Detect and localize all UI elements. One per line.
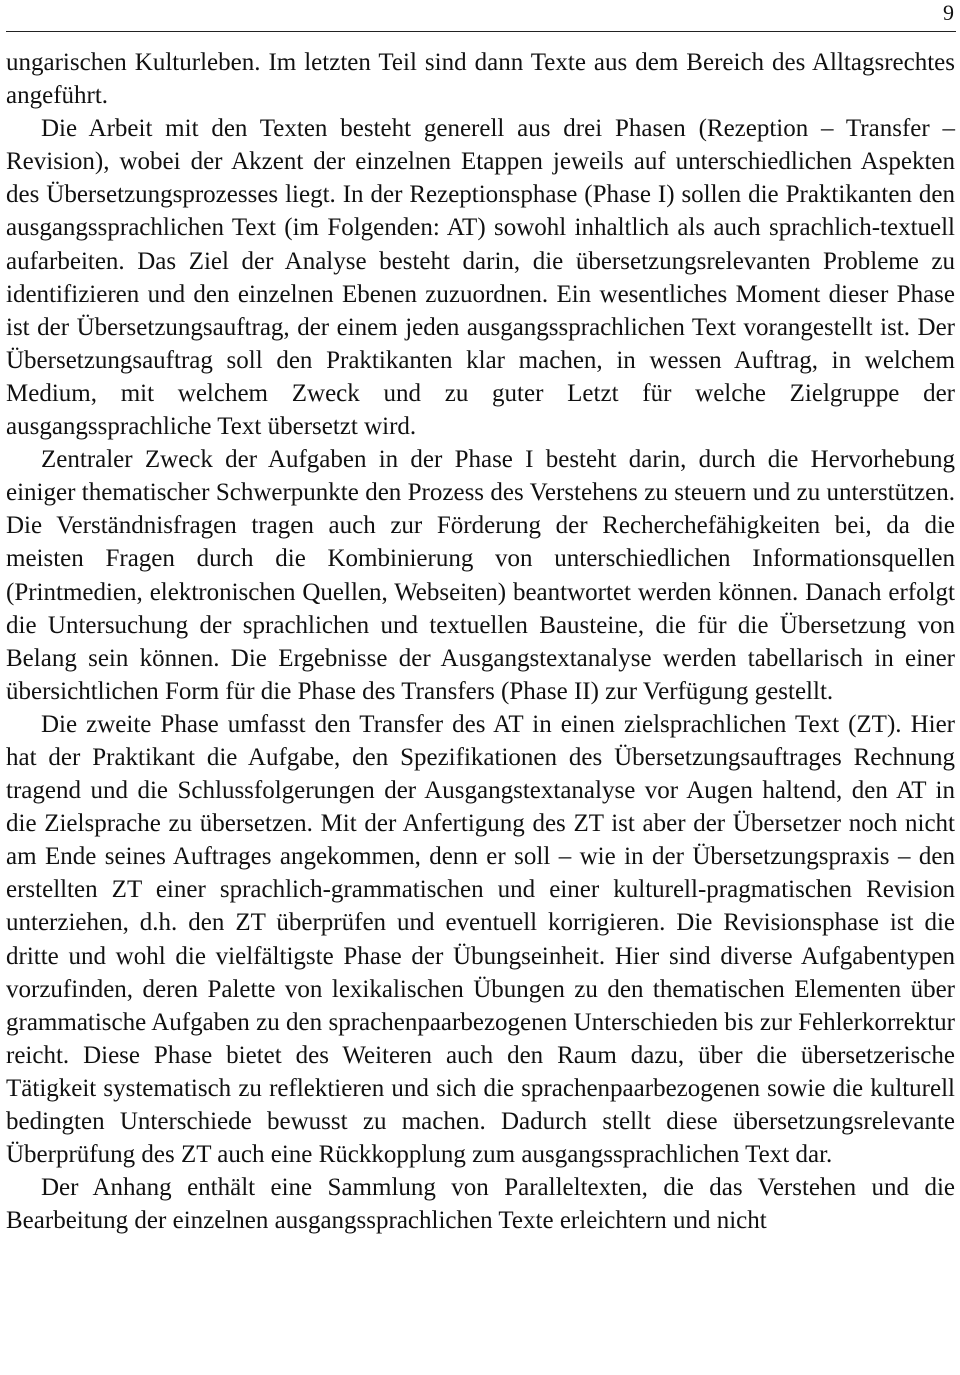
- paragraph-continuation: ungarischen Kulturleben. Im letzten Teil sind dann Texte aus dem Bereich des Alltagsrechtes angeführt.: [6, 49, 955, 110]
- page-number: 9: [943, 0, 954, 25]
- paragraph-appendix: Der Anhang enthält eine Sammlung von Paralleltexten, die das Verstehen und die Bearbeitung der einzelnen ausgangssprachlichen Texte erleichtern und nicht: [6, 1174, 955, 1235]
- paragraph-phase-two-three: Die zweite Phase umfasst den Transfer des AT in einen zielsprachlichen Text (ZT). Hier hat der Praktikant die Aufgabe, den Spezifikationen des Übersetzungsauftrages Rechnung tragend und die Schlussfolgerungen der Ausgangstextanalyse vor Augen haltend, den AT in die Zielsprache zu übersetzen. Mit der Anfertigung des ZT ist aber der Übersetzer noch nicht am Ende seines Auftrages angekommen, denn er soll – wie in der Übersetzungspraxis – den erstellten ZT einer sprachlich-grammatischen und einer kulturell-pragmatischen Revision unterziehen, d.h. den ZT überprüfen und eventuell korrigieren. Die Revisionsphase ist die dritte und wohl die vielfältigste Phase der Übungseinheit. Hier sind diverse Aufgabentypen vorzufinden, deren Palette von lexikalischen Übungen zu den thematischen Elementen über grammatische Aufgaben zu den sprachenpaarbezogenen Unterschieden bis zur Fehlerkorrektur reicht. Diese Phase bietet des Weiteren auch den Raum dazu, über die übersetzerische Tätigkeit systematisch zu reflektieren und sich die sprachenpaarbezogenen sowie die kulturell bedingten Unterschiede bewusst zu machen. Dadurch stellt diese übersetzungsrelevante Überprüfung des ZT auch eine Rückkopplung zum ausgangssprachlichen Text dar.: [6, 710, 955, 1169]
- header-rule: [6, 31, 956, 32]
- paragraph-phases: Die Arbeit mit den Texten besteht generell aus drei Phasen (Rezeption – Transfer – Revision), wobei der Akzent der einzelnen Etappen jeweils auf unterschiedlichen Aspekten des Übersetzungsprozesses liegt. In der Rezeptionsphase (Phase I) sollen die Praktikanten den ausgangssprachlichen Text (im Folgenden: AT) sowohl inhaltlich als auch sprachlich-textuell aufarbeiten. Das Ziel der Analyse besteht darin, die übersetzungsrelevanten Probleme zu identifizieren und den einzelnen Ebenen zuzuordnen. Ein wesentliches Moment dieser Phase ist der Übersetzungsauftrag, der einem jeden ausgangssprachlichen Text vorangestellt ist. Der Übersetzungsauftrag soll den Praktikanten klar machen, in wessen Auftrag, in welchem Medium, mit welchem Zweck und zu guter Letzt für welche Zielgruppe der ausgangssprachliche Text übersetzt wird.: [6, 115, 955, 441]
- body-text: [6, 46, 955, 1237]
- paragraph-phase-one: Zentraler Zweck der Aufgaben in der Phase I besteht darin, durch die Hervorhebung einiger thematischer Schwerpunkte den Prozess des Verstehens zu steuern und zu unterstützen. Die Verständnisfragen tragen auch zur Förderung der Recherchefähigkeiten bei, da die meisten Fragen durch die Kombinierung von unterschiedlichen Informationsquellen (Printmedien, elektronischen Quellen, Webseiten) beantwortet werden können. Danach erfolgt die Untersuchung der sprachlichen und textuellen Bausteine, die für die Übersetzung von Belang sein können. Die Ergebnisse der Ausgangstextanalyse werden tabellarisch in einer übersichtlichen Form für die Phase des Transfers (Phase II) zur Verfügung gestellt.: [6, 446, 955, 705]
